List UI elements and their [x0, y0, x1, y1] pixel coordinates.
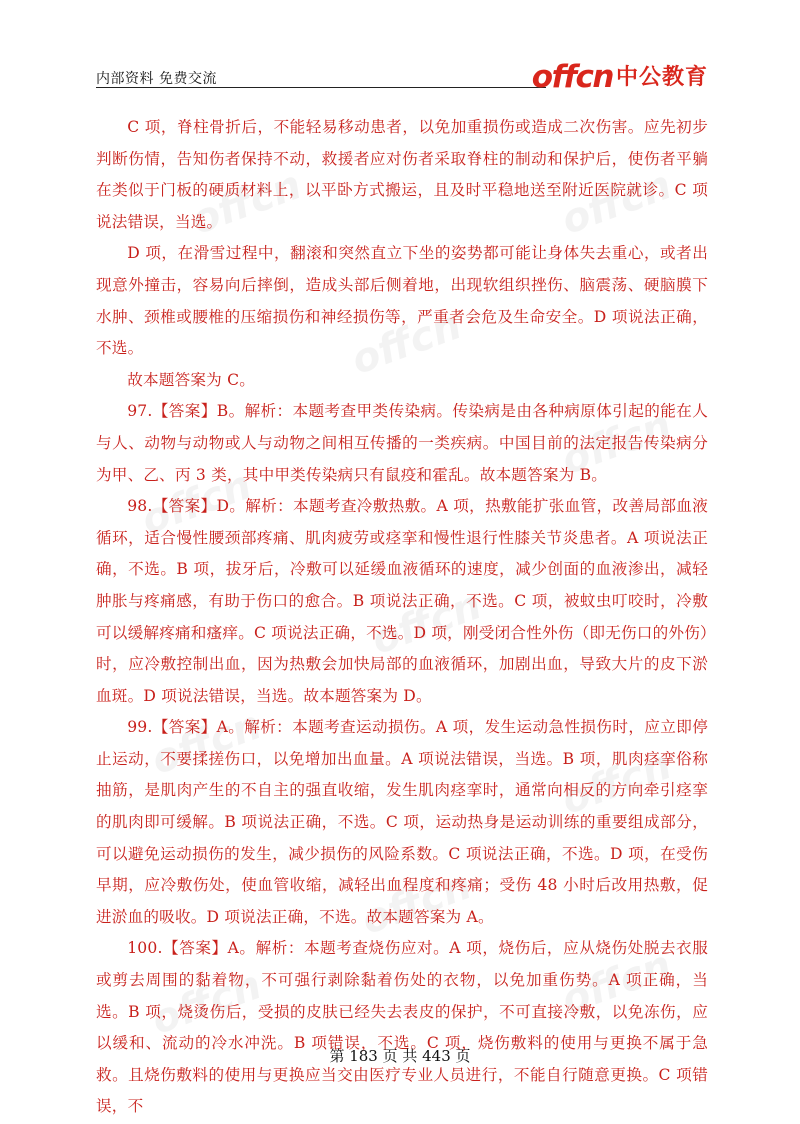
page-header	[96, 58, 708, 95]
paragraph-q99: 99.【答案】A。解析：本题考查运动损伤。A 项，发生运动急性损伤时，应立即停止运动，不要揉搓伤口，以免增加出血量。A 项说法错误，当选。B 项，肌肉痉挛俗称抽筋，是肌肉产生的不自主的强直收缩，发生肌肉痉挛时，通常向相反的方向牵引痉挛的肌肉即可缓解。B 项说法正确，不选。C 项，运动热身是运动训练的重要组成部分，可以避免运动损伤的发生，减少损伤的风险系数。C 项说法正确，不选。D 项，在受伤早期，应冷敷伤处，使血管收缩，减轻出血程度和疼痛；受伤 48 小时后改用热敷，促进淤血的吸收。D 项说法正确，不选。故本题答案为 A。	[96, 718, 708, 926]
page-number: 第 183 页 共 443 页	[329, 1047, 471, 1065]
offcn-logo	[531, 58, 708, 95]
header-label: 内部资料 免费交流	[96, 71, 217, 87]
paragraph-answer-summary: 故本题答案为 C。	[127, 370, 256, 389]
paragraph-d-option: D 项，在滑雪过程中，翻滚和突然直立下坐的姿势都可能让身体失去重心，或者出现意外撞击，容易向后摔倒，造成头部后侧着地，出现软组织挫伤、脑震荡、硬脑膜下水肿、颈椎或腰椎的压缩损伤和神经损伤等，严重者会危及生命安全。D 项说法正确，不选。	[96, 244, 708, 358]
header-rule	[96, 87, 546, 88]
paragraph-q97: 97.【答案】B。解析：本题考查甲类传染病。传染病是由各种病原体引起的能在人与人、动物与动物或人与动物之间相互传播的一类疾病。中国目前的法定报告传染病分为甲、乙、丙 3 类，其中甲类传染病只有鼠疫和霍乱。故本题答案为 B。	[96, 402, 708, 484]
logo-chinese-text: 中公教育	[615, 65, 708, 90]
paragraph-q100: 100.【答案】A。解析：本题考查烧伤应对。A 项，烧伤后，应从烧伤处脱去衣服或剪去周围的黏着物，不可强行剥除黏着伤处的衣物，以免加重伤势。A 项正确，当选。B 项，烧烫伤后，受损的皮肤已经失去表皮的保护，不可直接冷敷，以免冻伤，应以缓和、流动的冷水冲洗。B 项错误，不选。C 项，烧伤敷料的使用与更换不属于急救。且烧伤敷料的使用与更换应当交由医疗专业人员进行，不能自行随意更换。C 项错误，不	[96, 939, 708, 1116]
paragraph-q98: 98.【答案】D。解析：本题考查冷敷热敷。A 项，热敷能扩张血管，改善局部血液循环，适合慢性腰颈部疼痛、肌肉疲劳或痉挛和慢性退行性膝关节炎患者。A 项说法正确，不选。B 项，拔牙后，冷敷可以延缓血液循环的速度，减少创面的血液渗出，减轻肿胀与疼痛感，有助于伤口的愈合。B 项说法正确，不选。C 项，被蚊虫叮咬时，冷敷可以缓解疼痛和瘙痒。C 项说法正确，不选。D 项，刚受闭合性外伤（即无伤口的外伤）时，应冷敷控制出血，因为热敷会加快局部的血液循环，加剧出血，导致大片的皮下淤血斑。D 项说法错误，当选。故本题答案为 D。	[96, 497, 708, 705]
paragraph-c-option: C 项，脊柱骨折后，不能轻易移动患者，以免加重损伤或造成二次伤害。应先初步判断伤情，告知伤者保持不动，救援者应对伤者采取脊柱的制动和保护后，使伤者平躺在类似于门板的硬质材料上，以平卧方式搬运，且及时平稳地送至附近医院就诊。C 项说法错误，当选。	[96, 118, 708, 231]
logo-brand-text: offcn	[531, 59, 613, 95]
